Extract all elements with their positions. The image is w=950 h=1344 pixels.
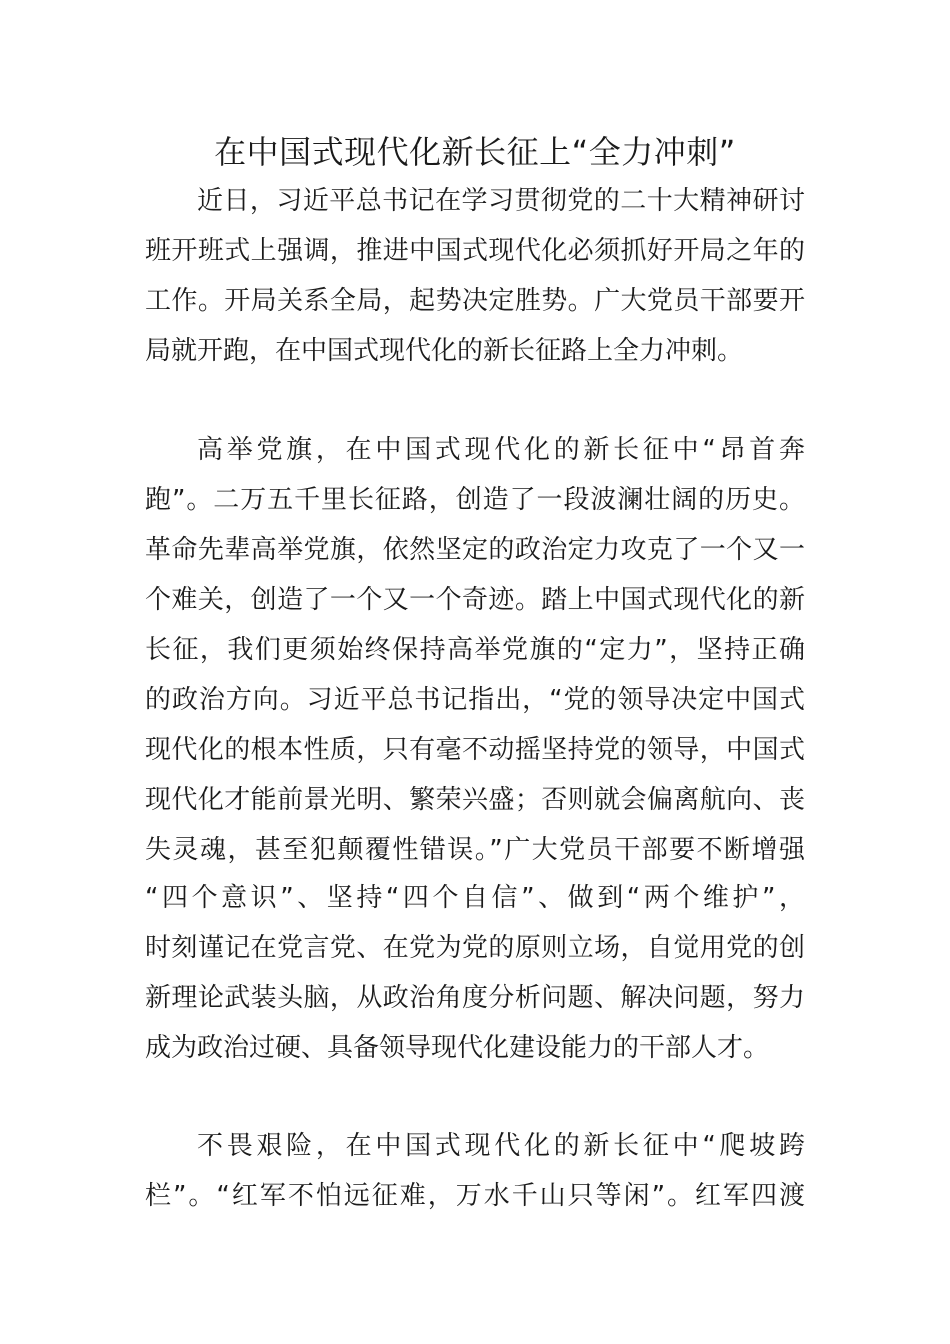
paragraph-line: 班开班式上强调，推进中国式现代化必须抓好开局之年的 [145, 236, 805, 266]
paragraph-line: 跑”。二万五千里长征路，创造了一段波澜壮阔的历史。 [145, 485, 805, 515]
paragraph-line: 失灵魂，甚至犯颠覆性错误。”广大党员干部要不断增强 [145, 835, 805, 865]
paragraph-line: 的政治方向。习近平总书记指出，“党的领导决定中国式 [145, 685, 805, 715]
paragraph-line: 个难关，创造了一个又一个奇迹。踏上中国式现代化的新 [145, 585, 805, 615]
paragraph-line: 高举党旗，在中国式现代化的新长征中“昂首奔 [197, 435, 805, 465]
paragraph-line: 不畏艰险，在中国式现代化的新长征中“爬坡跨 [197, 1131, 805, 1161]
paragraph-line: 栏”。“红军不怕远征难，万水千山只等闲”。红军四渡 [145, 1181, 805, 1211]
paragraph-line: 现代化的根本性质，只有毫不动摇坚持党的领导，中国式 [145, 735, 805, 765]
paragraph-line: 成为政治过硬、具备领导现代化建设能力的干部人才。 [145, 1033, 770, 1063]
paragraph-line: 时刻谨记在党言党、在党为党的原则立场，自觉用党的创 [145, 933, 805, 963]
paragraph-line: 革命先辈高举党旗，依然坚定的政治定力攻克了一个又一 [145, 535, 805, 565]
document-title: 在中国式现代化新长征上“全力冲刺” [214, 133, 736, 171]
paragraph-line: 长征，我们更须始终保持高举党旗的“定力”，坚持正确 [145, 635, 805, 665]
paragraph-line: 工作。开局关系全局，起势决定胜势。广大党员干部要开 [145, 286, 805, 316]
paragraph-line: 现代化才能前景光明、繁荣兴盛；否则就会偏离航向、丧 [145, 785, 805, 815]
paragraph-line: 近日，习近平总书记在学习贯彻党的二十大精神研讨 [197, 186, 805, 216]
paragraph-line: 新理论武装头脑，从政治角度分析问题、解决问题，努力 [145, 983, 805, 1013]
paragraph-line: 局就开跑，在中国式现代化的新长征路上全力冲刺。 [145, 336, 744, 366]
paragraph-line: “四个意识”、坚持“四个自信”、做到“两个维护”， [145, 883, 805, 913]
